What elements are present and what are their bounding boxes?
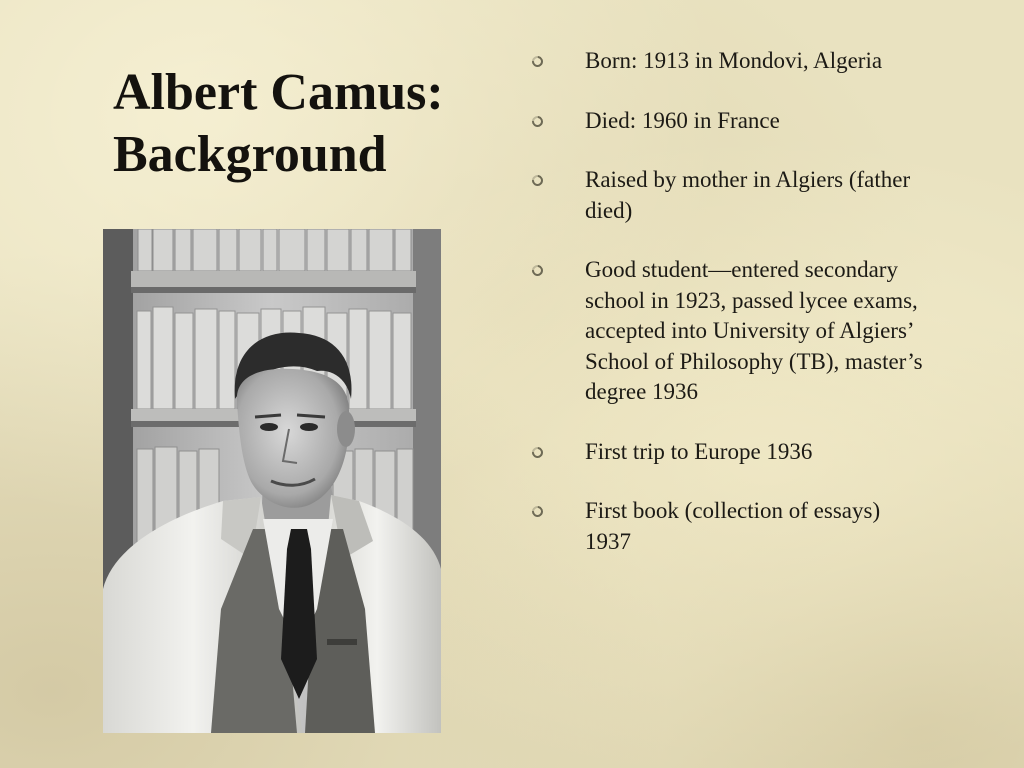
bullet-item	[530, 46, 930, 77]
bullet-list	[530, 46, 930, 586]
bullet-circle-icon	[530, 54, 545, 69]
slide-title-line-1: Albert Camus:	[113, 64, 444, 121]
bullet-item	[530, 165, 930, 226]
portrait-photo-icon	[103, 229, 441, 733]
portrait-photo	[103, 229, 441, 733]
bullet-item	[530, 437, 930, 468]
bullet-text: Born: 1913 in Mondovi, Algeria	[585, 48, 883, 73]
bullet-circle-icon	[530, 444, 545, 459]
bullet-text: Raised by mother in Algiers (father died)	[585, 167, 911, 223]
bullet-text: First trip to Europe 1936	[585, 438, 813, 464]
bullet-text: Died: 1960 in France	[585, 107, 780, 133]
bullet-item	[530, 496, 930, 557]
bullet-circle-icon	[530, 173, 545, 188]
bullet-circle-icon	[530, 504, 545, 519]
bullet-text: First book (collection of essays) 1937	[585, 498, 881, 554]
slide-title	[113, 62, 493, 186]
slide-title-line-2: Background	[113, 126, 387, 183]
bullet-item	[530, 106, 930, 137]
bullet-circle-icon	[530, 113, 545, 128]
bullet-item	[530, 255, 930, 408]
bullet-text: Good student—entered secondary school in 1923, passed lycee exams, accepted into University of Algiers’ School of Philosophy (TB), master’s degree 1936	[585, 257, 923, 404]
bullet-circle-icon	[530, 263, 545, 278]
